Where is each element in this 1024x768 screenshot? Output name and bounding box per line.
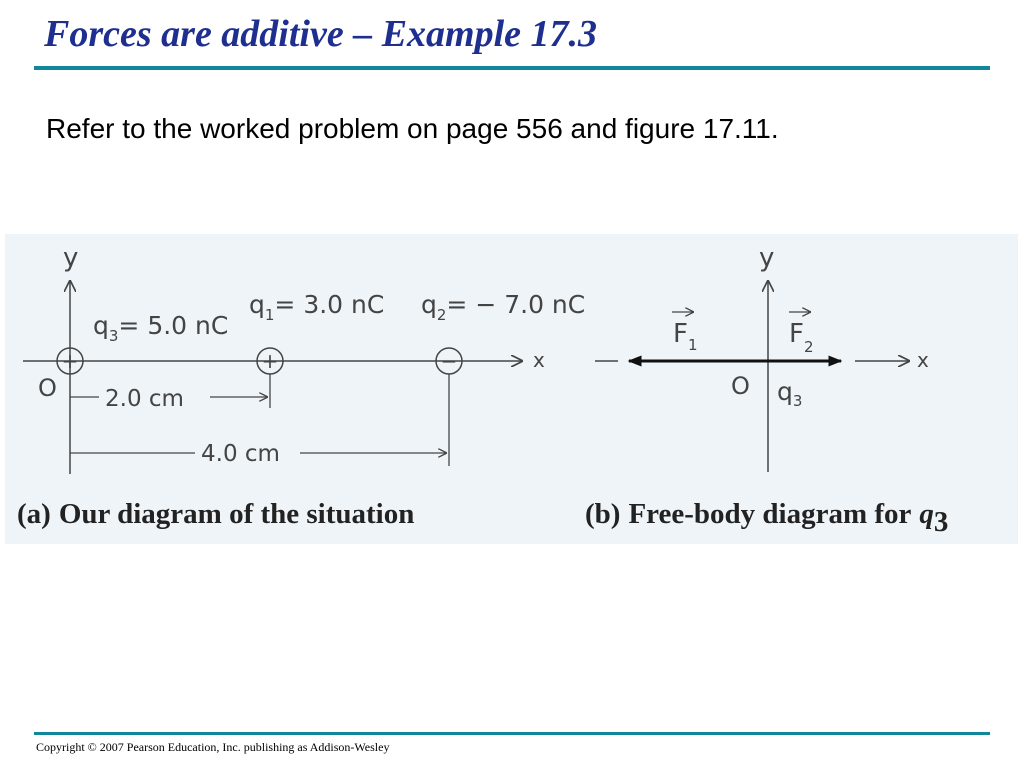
- panel-a-caption: (a) Our diagram of the situation: [17, 498, 415, 530]
- charge-q2-sign: −: [440, 349, 458, 373]
- panel-a-diagram: [17, 243, 585, 530]
- panel-a-origin-label: O: [38, 374, 57, 402]
- charge-q3-sign: +: [61, 349, 79, 373]
- footer-divider: [34, 732, 990, 735]
- figure-svg: [5, 234, 1018, 544]
- dimension-2cm-label: 2.0 cm: [105, 386, 184, 412]
- panel-b-caption: (b) Free-body diagram for q3: [585, 498, 949, 538]
- charge-q1-sign: +: [261, 349, 279, 373]
- force-f1-label: $F_1$: [673, 319, 698, 354]
- panel-b-x-label: x: [917, 348, 929, 372]
- panel-b-free-body-diagram: [585, 243, 948, 538]
- panel-b-y-label: y: [759, 243, 775, 273]
- dimension-4cm-label: 4.0 cm: [201, 441, 280, 467]
- panel-a-x-label: x: [533, 348, 545, 372]
- charge-q1-label: $q_1= 3.0$ nC: [249, 290, 385, 324]
- panel-b-origin-label: O: [731, 372, 750, 400]
- slide-title: Forces are additive – Example 17.3: [44, 13, 598, 55]
- force-f2-label: $F_2$: [789, 319, 814, 356]
- figure-17-11: [5, 234, 1018, 544]
- title-divider: [34, 66, 990, 70]
- copyright-footer: Copyright © 2007 Pearson Education, Inc. publishing as Addison-Wesley: [36, 740, 390, 754]
- slide-body-text: Refer to the worked problem on page 556 and figure 17.11.: [46, 113, 779, 144]
- panel-a-y-label: y: [63, 243, 79, 273]
- panel-b-charge-label: $q_3$: [777, 377, 803, 410]
- charge-q2-label: $q_2= - 7.0$ nC: [421, 290, 586, 324]
- charge-q3-label: $q_3= 5.0$ nC: [93, 311, 229, 345]
